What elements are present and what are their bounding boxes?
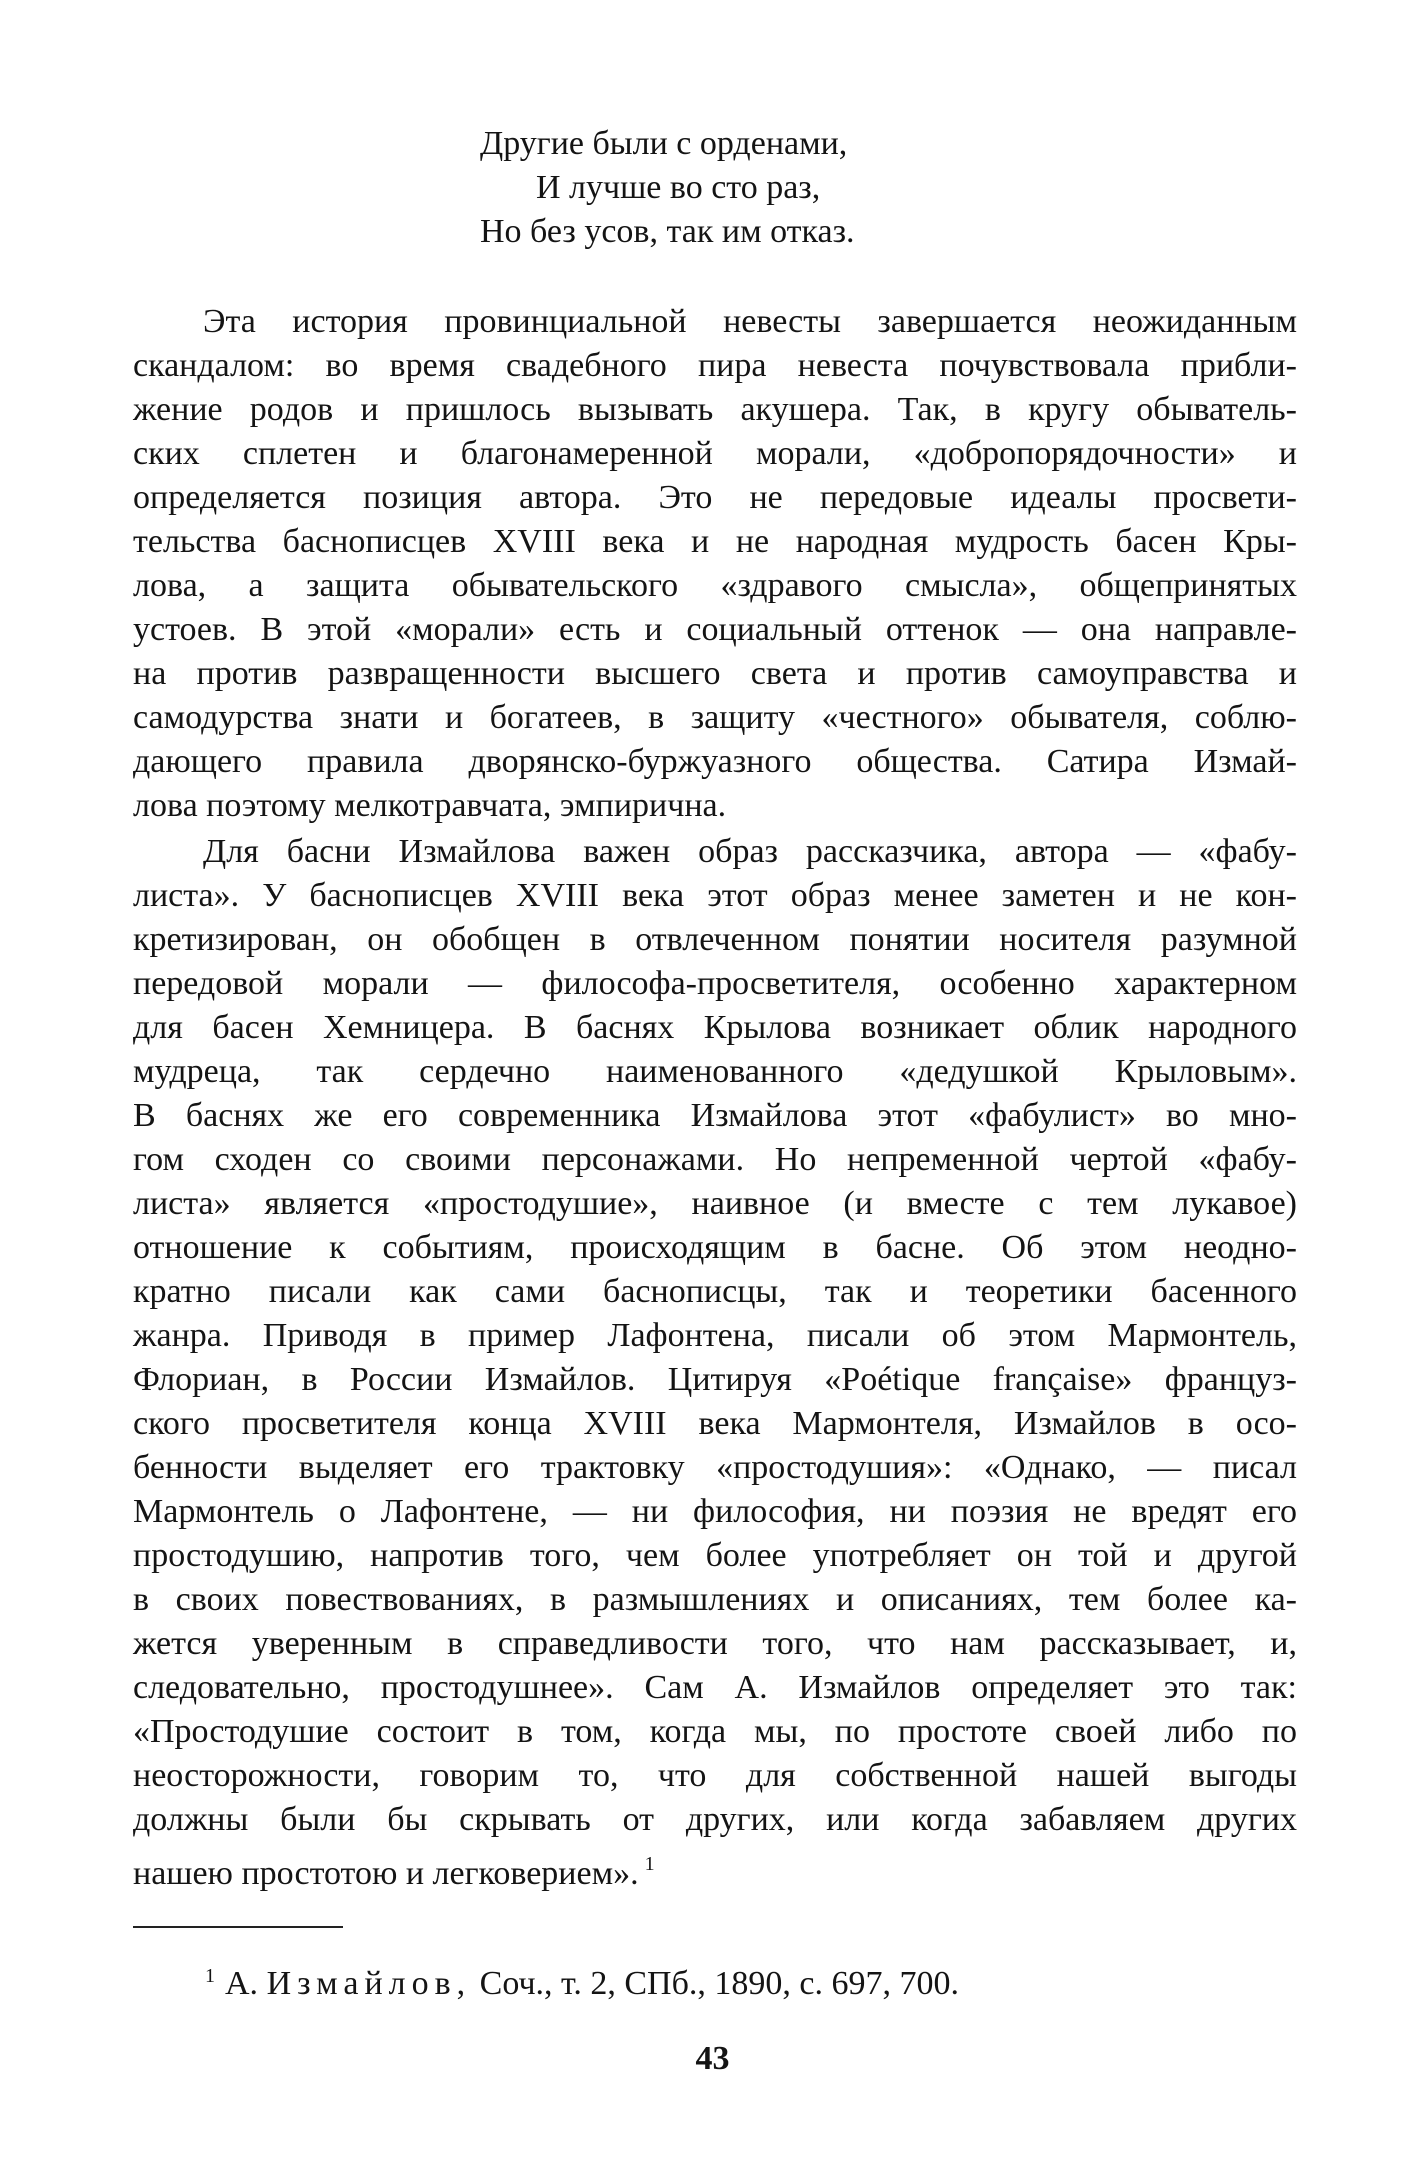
text-line: ских сплетен и благонамеренной морали, «добропорядочности» и [133, 435, 1297, 472]
text-line: бенности выделяет его трактовку «простодушия»: «Однако, — писал [133, 1449, 1297, 1486]
page-number: 43 [695, 2040, 730, 2077]
text-line: Мармонтель о Лафонтене, — ни философия, ни поэзия не вредят его [133, 1493, 1297, 1530]
text-line: дающего правила дворянско-буржуазного общества. Сатира Измай- [133, 743, 1297, 780]
text-line: определяется позиция автора. Это не передовые идеалы просвети- [133, 479, 1297, 516]
poem-line: И лучше во сто раз, [536, 169, 821, 206]
footnote-author: Измайлов, [266, 1965, 472, 2002]
text-line: тельства баснописцев XVIII века и не народная мудрость басен Кры- [133, 523, 1297, 560]
text-line: неосторожности, говорим то, что для собственной нашей выгоды [133, 1757, 1297, 1794]
text-line: Для басни Измайлова важен образ рассказчика, автора — «фабу- [203, 833, 1297, 870]
text-line-final [133, 1842, 1297, 1896]
text-line: Флориан, в России Измайлов. Цитируя «Poétique française» француз- [133, 1361, 1297, 1398]
footnote [205, 1954, 959, 2006]
text-line: в своих повествованиях, в размышлениях и описаниях, тем более ка- [133, 1581, 1297, 1618]
footnote-prefix: А. [225, 1965, 259, 2002]
text-line: ского просветителя конца XVIII века Мармонтеля, Измайлов в осо- [133, 1405, 1297, 1442]
text-line: «Простодушие состоит в том, когда мы, по простоте своей либо по [133, 1713, 1297, 1750]
text-line: отношение к событиям, происходящим в басне. Об этом неодно- [133, 1229, 1297, 1266]
text-line: простодушию, напротив того, чем более употребляет он той и другой [133, 1537, 1297, 1574]
text-line: мудреца, так сердечно наименованного «дедушкой Крыловым». [133, 1053, 1297, 1090]
text-line: лова, а защита обывательского «здравого смысла», общепринятых [133, 567, 1297, 604]
footnote-divider [133, 1926, 343, 1928]
text-line: следовательно, простодушнее». Сам А. Измайлов определяет это так: [133, 1669, 1297, 1706]
text-line: жение родов и пришлось вызывать акушера. Так, в кругу обыватель- [133, 391, 1297, 428]
text-line: листа». У баснописцев XVIII века этот образ менее заметен и не кон- [133, 877, 1297, 914]
text-line: должны были бы скрывать от других, или когда забавляем других [133, 1801, 1297, 1838]
text-line: лова поэтому мелкотравчата, эмпирична. [133, 787, 727, 824]
text-line: скандалом: во время свадебного пира невеста почувствовала прибли- [133, 347, 1297, 384]
footnote-marker: 1 [205, 1965, 215, 1987]
text-line: гом сходен со своими персонажами. Но непременной чертой «фабу- [133, 1141, 1297, 1178]
text-fragment: нашею простотою и легковерием». [133, 1855, 639, 1892]
text-line: для басен Хемницера. В баснях Крылова возникает облик народного [133, 1009, 1297, 1046]
poem-line: Но без усов, так им отказ. [480, 213, 855, 250]
footnote-source: Соч., т. 2, СПб., 1890, с. 697, 700. [479, 1965, 959, 2002]
text-line: жется уверенным в справедливости того, что нам рассказывает, и, [133, 1625, 1297, 1662]
text-line: кретизирован, он обобщен в отвлеченном понятии носителя разумной [133, 921, 1297, 958]
text-line: устоев. В этой «морали» есть и социальный оттенок — она направле- [133, 611, 1297, 648]
text-line: Эта история провинциальной невесты завершается неожиданным [203, 303, 1297, 340]
text-line: самодурства знати и богатеев, в защиту «честного» обывателя, соблю- [133, 699, 1297, 736]
text-line: на против развращенности высшего света и против самоуправства и [133, 655, 1297, 692]
poem-epigraph [480, 122, 855, 254]
footnote-reference: 1 [644, 1853, 655, 1875]
text-line: листа» является «простодушие», наивное (и вместе с тем лукавое) [133, 1185, 1297, 1222]
text-line: жанра. Приводя в пример Лафонтена, писали об этом Мармонтель, [133, 1317, 1297, 1354]
text-line: В баснях же его современника Измайлова этот «фабулист» во мно- [133, 1097, 1297, 1134]
text-line: кратно писали как сами баснописцы, так и теоретики басенного [133, 1273, 1297, 1310]
poem-line: Другие были с орденами, [480, 125, 848, 162]
text-line: передовой морали — философа-просветителя, особенно характерном [133, 965, 1297, 1002]
